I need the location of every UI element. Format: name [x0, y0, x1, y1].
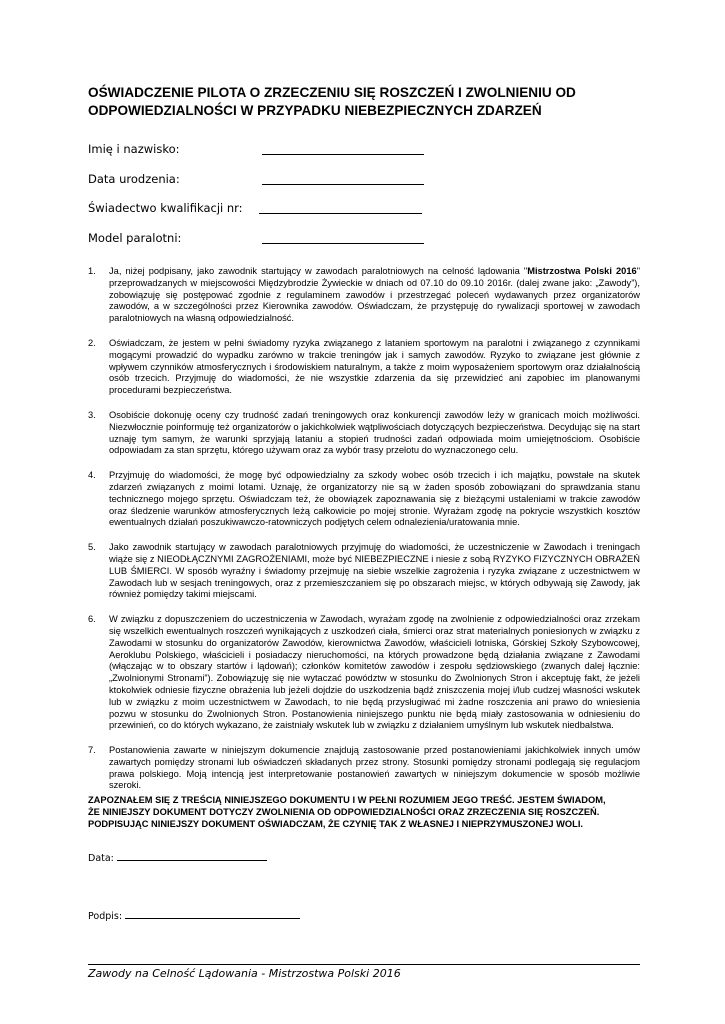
- glider-model-field[interactable]: [88, 231, 648, 249]
- date-underline[interactable]: [117, 851, 267, 861]
- signature-field[interactable]: [88, 909, 300, 922]
- point-number: 1.: [88, 266, 96, 276]
- point-4: [88, 470, 640, 529]
- name-field[interactable]: [88, 142, 648, 160]
- point-5: [88, 542, 640, 601]
- birth-date-field[interactable]: [88, 172, 648, 190]
- acknowledgement: [88, 795, 640, 830]
- point-number: 2.: [88, 337, 96, 348]
- license-field[interactable]: [88, 201, 648, 219]
- declaration-points: [88, 266, 640, 805]
- point-1: [88, 266, 640, 325]
- name-underline[interactable]: [262, 154, 424, 155]
- point-text: Przyjmuję do wiadomości, że mogę być odpowiedzialny za szkody wobec osób trzecich i ich majątku, powstałe na skutek zdarzeń związanych z moimi lotami. Uznaję, że organizatorzy nie są w żaden sposób zobowiązani do sprawdzania stanu technicznego mojego sprzętu. Oświadczam też, że obowiązek zapoznawania się z bieżącymi ustaleniami w trakcie zawodów oraz śledzenie warunków atmosferycznych leżą całkowicie po mojej stronie. Wyrażam zgodę na pokrycie wszystkich kosztów ewentualnych działań poszukiwawczo-ratowniczych podjętych celem odnalezienia/uratowania mnie.: [109, 470, 640, 528]
- point-number: 7.: [88, 745, 96, 756]
- event-name: Mistrzostwa Polski 2016: [527, 266, 637, 276]
- point-text: Oświadczam, że jestem w pełni świadomy ryzyka związanego z lataniem sportowym na paralotni i związanego z czynnikami mogącymi prowadzić do wypadku zarówno w trakcie treningów jak i samych zawodów. Ryzyko to związane jest głównie z wpływem czynników atmosferycznych i środowiskiem naturalnym, a także z moim wyposażeniem sportowym oraz działalnością osób trzecich. Przyjmuję do wiadomości, że nie wszystkie zdarzenia da się przewidzieć ani zapobiec im planowanymi procedurami bezpieczeństwa.: [109, 337, 640, 396]
- point-3: [88, 410, 640, 457]
- signature-underline[interactable]: [125, 909, 300, 919]
- point-text: Postanowienia zawarte w niniejszym dokumencie znajdują zastosowanie przed postanowieniami jakichkolwiek innych umów zawartych pomiędzy stronami lub oświadczeń składanych przez strony. Stosunki pomiędzy stronami podlegają się regulacjom prawa polskiego. Moją intencją jest interpretowanie postanowień zawartych w niniejszym dokumencie w sposób możliwie szeroki.: [109, 745, 640, 791]
- point-number: 6.: [88, 614, 96, 625]
- point-2: [88, 338, 640, 397]
- license-label: Świadectwo kwalifikacji nr:: [88, 201, 243, 215]
- document-title: [88, 84, 648, 120]
- point-text: Ja, niżej podpisany, jako zawodnik startujący w zawodach paralotniowych na celność lądowania "Mistrzostwa Polski 2016" przeprowadzanych w miejscowości Międzybrodzie Żywieckie w dniach od 07.10 do 09.10 2016r. (dalej zwane jako: „Zawody”), zobowiązuję się postępować zgodnie z regulaminem zawodów i przestrzegać poleceń wydawanych przez organizatorów zawodów, a w szczególności przez Kierownika zawodów. Oświadczam, że przystępuję do rywalizacji sportowej w zawodach paralotniowych na własną odpowiedzialność.: [109, 266, 640, 324]
- signature-label: Podpis:: [88, 911, 123, 922]
- date-label: Data:: [88, 853, 114, 864]
- acknowledgement-line-1: ZAPOZNAŁEM SIĘ Z TREŚCIĄ NINIEJSZEGO DOKUMENTU I W PEŁNI ROZUMIEM JEGO TREŚĆ. JESTEM ŚWIADOM,: [88, 795, 606, 805]
- acknowledgement-line-2: ŻE NINIEJSZY DOKUMENT DOTYCZY ZWOLNIENIA OD ODPOWIEDZIALNOŚCI ORAZ ZRZECZENIA SIĘ ROSZCZEŃ.: [88, 806, 600, 817]
- point-number: 3.: [88, 409, 96, 420]
- footer-divider: [88, 964, 640, 965]
- date-field[interactable]: [88, 851, 267, 864]
- point-7: [88, 745, 640, 792]
- glider-model-underline[interactable]: [262, 243, 424, 244]
- name-label: Imię i nazwisko:: [88, 142, 180, 156]
- point-text: W związku z dopuszczeniem do uczestniczenia w Zawodach, wyrażam zgodę na zwolnienie z odpowiedzialności oraz zrzekam się wszelkich ewentualnych roszczeń wynikających z uszkodzeń ciała, śmierci oraz strat materialnych poniesionych w związku z Zawodami w stosunku do organizatorów Zawodów, kierownictwa Zawodów, właścicieli lotniska, Górskiej Szkoły Szybowcowej, Aeroklubu Polskiego, właścicieli i posiadaczy nieruchomości, na których prowadzone będą działania związane z Zawodami (włączając w to obszary startów i lądowań); członków komitetów zawodów i zespołu sędziowskiego (zwanych dalej łącznie: „Zwolnionymi Stronami”). Zobowiązuję się nie wytaczać powództw w stosunku do Zwolnionych Stron i akceptuję fakt, że jeżeli ktokolwiek odniesie fizyczne obrażenia lub jeżeli dojdzie do uszkodzenia bądź zniszczenia mojej i/lub cudzej własności wskutek lub w związku z moim uczestnictwem w Zawodach, to nie będą przysługiwać mi żadne roszczenia ani prawo do wniesienia pozwu w stosunku do Zwolnionych Stron. Postanowienia niniejszego punktu nie będą miały zastosowania w odniesieniu do przewinień, co do których wykazano, że zaistniały wskutek lub w związku z działaniem umyślnym lub wskutek niedbalstwa.: [109, 614, 640, 731]
- acknowledgement-line-3: PODPISUJĄC NINIEJSZY DOKUMENT OŚWIADCZAM, ŻE CZYNIĘ TAK Z WŁASNEJ I NIEPRZYMUSZONEJ WOLI.: [88, 818, 583, 829]
- point-text: Jako zawodnik startujący w zawodach paralotniowych przyjmuję do wiadomości, że uczestniczenie w Zawodach i treningach wiąże się z NIEODŁĄCZNYMI ZAGROŻENIAMI, może być NIEBEZPIECZNE i niesie z sobą RYZYKO FIZYCZNYCH OBRAŻEŃ LUB ŚMIERCI. W sposób wyraźny i świadomy przejmuję na siebie wszelkie zagrożenia i ryzyka związane z uczestnictwem w Zawodach lub w sesjach treningowych, oraz z przemieszczaniem się po obszarach miejsc, w których odbywają się Zawody, jak również pomiędzy takimi miejscami.: [109, 542, 640, 600]
- glider-model-label: Model paralotni:: [88, 231, 182, 245]
- birth-date-underline[interactable]: [262, 184, 424, 185]
- point-number: 4.: [88, 470, 96, 481]
- point-6: [88, 614, 640, 732]
- page-footer: Zawody na Celność Lądowania - Mistrzostwa Polski 2016: [88, 967, 401, 980]
- point-text: Osobiście dokonuję oceny czy trudność zadań treningowych oraz konkurencji zawodów leży w granicach moich możliwości. Niezwłocznie poinformuję też organizatorów o jakichkolwiek wątpliwościach dotyczących bezpieczeństwa. Decydując się na start uznaję tym samym, że warunki sprzyjają lataniu a stopień trudności zadań odpowiada moim umiejętnościom. Osobiście odpowiadam za stan sprzętu, którego używam oraz za wybór trasy przelotu do wyznaczonego celu.: [109, 409, 640, 456]
- title-line-1: OŚWIADCZENIE PILOTA O ZRZECZENIU SIĘ ROSZCZEŃ I ZWOLNIENIU OD: [88, 85, 576, 100]
- title-line-2: ODPOWIEDZIALNOŚCI W PRZYPADKU NIEBEZPIECZNYCH ZDARZEŃ: [88, 103, 542, 118]
- birth-date-label: Data urodzenia:: [88, 172, 180, 186]
- license-underline[interactable]: [259, 213, 422, 214]
- point-number: 5.: [88, 542, 96, 553]
